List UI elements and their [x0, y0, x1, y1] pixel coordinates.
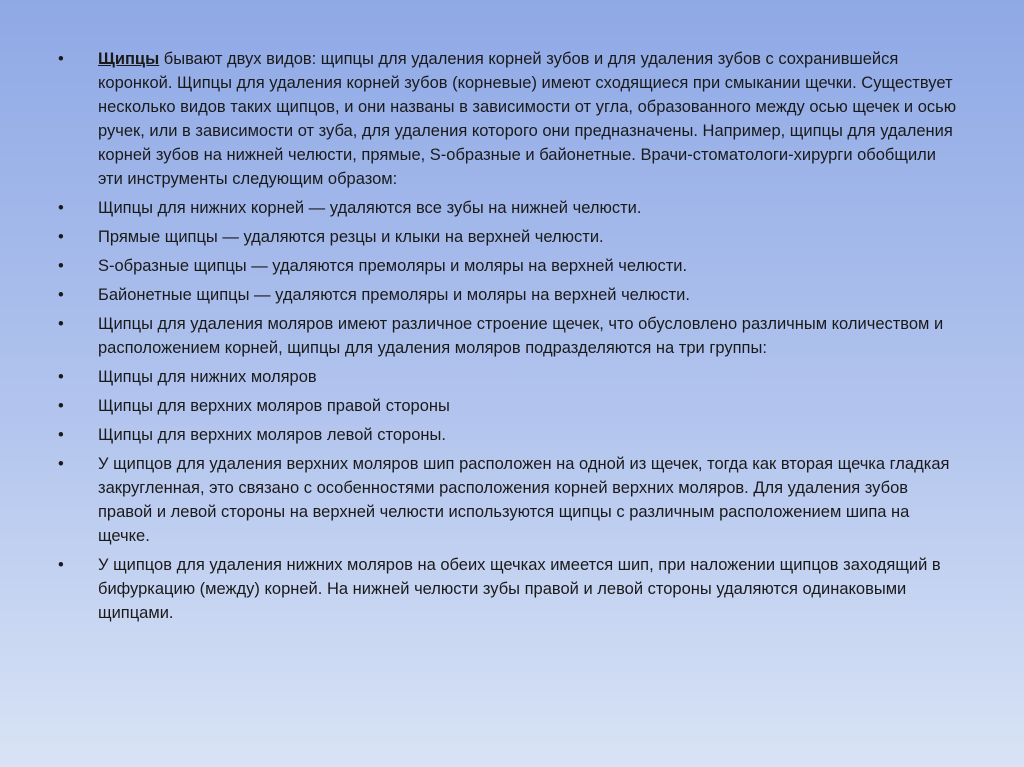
list-item	[58, 47, 958, 191]
list-item	[58, 365, 958, 389]
list-item	[58, 312, 958, 360]
bullet-icon: •	[58, 199, 64, 217]
list-item-text: Прямые щипцы — удаляются резцы и клыки на верхней челюсти.	[98, 228, 604, 246]
bullet-icon: •	[58, 556, 64, 574]
list-item	[58, 553, 958, 625]
list-item-text: S-образные щипцы — удаляются премоляры и моляры на верхней челюсти.	[98, 257, 688, 275]
bullet-icon: •	[58, 315, 64, 333]
bullet-icon: •	[58, 257, 64, 275]
list-item	[58, 254, 958, 278]
list-item-text: Щипцы для удаления моляров имеют различное строение щечек, что обусловлено различным количеством и расположением корней, щипцы для удаления моляров подразделяются на три группы:	[98, 315, 944, 357]
list-item	[58, 394, 958, 418]
list-item	[58, 225, 958, 249]
list-item-text: У щипцов для удаления нижних моляров на обеих щечках имеется шип, при наложении щипцов заходящий в бифуркацию (между) корней. На нижней челюсти зубы правой и левой стороны удаляются одинаковыми щипцами.	[98, 556, 941, 622]
list-item-text: Щипцы для верхних моляров левой стороны.	[98, 426, 446, 444]
bullet-icon: •	[58, 455, 64, 473]
bullet-icon: •	[58, 368, 64, 386]
bullet-icon: •	[58, 286, 64, 304]
list-item-text: Щипцы для нижних моляров	[98, 368, 317, 386]
list-item-text: Щипцы для нижних корней — удаляются все зубы на нижней челюсти.	[98, 199, 642, 217]
list-item	[58, 452, 958, 548]
bullet-icon: •	[58, 50, 64, 68]
bullet-icon: •	[58, 228, 64, 246]
bullet-list	[58, 47, 964, 625]
bullet-icon: •	[58, 397, 64, 415]
list-item-text: бывают двух видов: щипцы для удаления корней зубов и для удаления зубов с сохранившейся коронкой. Щипцы для удаления корней зубов (корневые) имеют сходящиеся при смыкании щечки. Существует несколько видов таких щипцов, и они названы в зависимости от угла, образованного между осью щечек и осью ручек, или в зависимости от зуба, для удаления которого они предназначены. Например, щипцы для удаления корней зубов на нижней челюсти, прямые, S-образные и байонетные. Врачи-стоматологи-хирурги обобщили эти инструменты следующим образом:	[98, 50, 957, 188]
list-item	[58, 196, 958, 220]
term-highlight: Щипцы	[98, 50, 160, 68]
list-item	[58, 423, 958, 447]
list-item	[58, 283, 958, 307]
list-item-text: Байонетные щипцы — удаляются премоляры и моляры на верхней челюсти.	[98, 286, 690, 304]
bullet-icon: •	[58, 426, 64, 444]
list-item-text: Щипцы для верхних моляров правой стороны	[98, 397, 450, 415]
list-item-text: У щипцов для удаления верхних моляров шип расположен на одной из щечек, тогда как вторая щечка гладкая закругленная, это связано с особенностями расположения корней верхних моляров. Для удаления зубов правой и левой стороны на верхней челюсти используются щипцы с различным расположением шипа на щечке.	[98, 455, 950, 545]
